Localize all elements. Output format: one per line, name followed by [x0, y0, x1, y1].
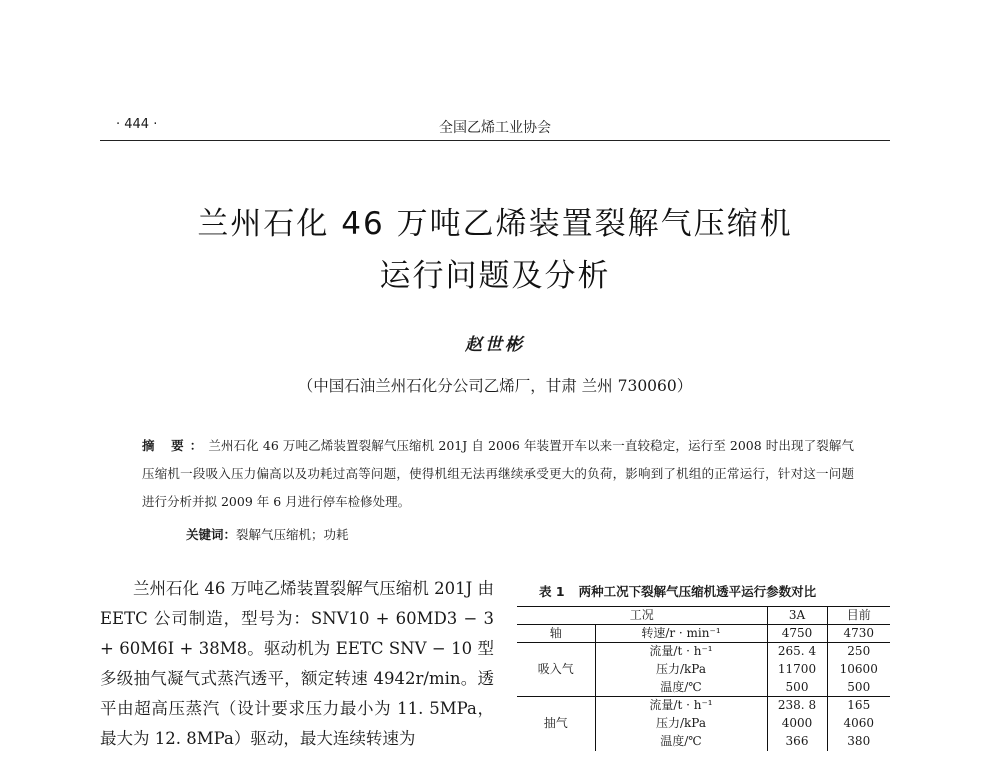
- row-value-3a: 238. 8: [767, 697, 827, 715]
- row-param: 转速/r · min⁻¹: [595, 625, 767, 643]
- keywords-label: 关键词：: [186, 527, 237, 542]
- row-value-current: 500: [847, 679, 871, 694]
- parameter-table: [517, 606, 890, 751]
- author-affiliation: （中国石油兰州石化分公司乙烯厂，甘肃 兰州 730060）: [297, 377, 693, 395]
- row-group-label: 轴: [517, 625, 595, 643]
- row-group-label: 抽气: [517, 697, 595, 751]
- col-header-current: 目前: [846, 608, 871, 622]
- col-header-condition: 工况: [517, 607, 767, 625]
- row-param: 流量/t · h⁻¹: [595, 697, 767, 715]
- table-caption: [517, 582, 890, 600]
- table-header-row: [517, 607, 890, 625]
- row-value-current: 4060: [843, 716, 875, 730]
- table-row: [517, 643, 890, 661]
- body-column-left: [100, 574, 494, 754]
- row-value-3a: 4750: [767, 625, 827, 643]
- row-value-current: 380: [847, 734, 871, 748]
- col-header-3a: 3A: [767, 607, 827, 625]
- row-group-label: 吸入气: [517, 643, 595, 697]
- table-number: 表 1: [539, 584, 565, 599]
- row-value-current: 4730: [843, 626, 875, 640]
- article-title-line-1: 兰州石化 46 万吨乙烯装置裂解气压缩机: [197, 206, 793, 242]
- row-value-3a: 4000: [767, 715, 827, 733]
- abstract: [142, 432, 854, 516]
- body-paragraph: 兰州石化 46 万吨乙烯装置裂解气压缩机 201J 由 EETC 公司制造，型号为：SNV10 + 60MD3 − 3 + 60M6I + 38M8。驱动机为 EETC SNV − 10 型多级抽气凝气式蒸汽透平，额定转速 4942r/min。透平由超高压蒸汽（设计要求压力最小为 11. 5MPa，最大为 12. 8MPa）驱动，最大连续转速为: [100, 579, 494, 748]
- row-value-3a: 11700: [767, 661, 827, 679]
- running-header: [100, 111, 890, 141]
- row-param: 温度/℃: [595, 679, 767, 697]
- row-value-current: 165: [847, 698, 871, 713]
- page-number: · 444 ·: [116, 117, 158, 132]
- row-value-current: 250: [847, 644, 871, 659]
- row-param: 温度/℃: [595, 733, 767, 751]
- row-value-3a: 500: [767, 679, 827, 697]
- row-param: 压力/kPa: [595, 661, 767, 679]
- table-row: [517, 625, 890, 643]
- keywords: [186, 525, 349, 543]
- table-title: 两种工况下裂解气压缩机透平运行参数对比: [578, 584, 817, 599]
- article-title-line-2: 运行问题及分析: [379, 258, 611, 294]
- row-param: 压力/kPa: [595, 715, 767, 733]
- journal-name: 全国乙烯工业协会: [439, 120, 551, 136]
- row-value-3a: 265. 4: [767, 643, 827, 661]
- abstract-text: 兰州石化 46 万吨乙烯装置裂解气压缩机 201J 自 2006 年装置开车以来一直较稳定，运行至 2008 时出现了裂解气压缩机一段吸入压力偏高以及功耗过高等问题，使得机组无法再继续承受更大的负荷，影响到了机组的正常运行，针对这一问题进行分析并拟 2009 年 6 月进行停车检修处理。: [142, 438, 855, 509]
- table-row: [517, 697, 890, 715]
- abstract-label: 摘 要：: [142, 438, 209, 453]
- keywords-text: 裂解气压缩机；功耗: [236, 527, 349, 542]
- author-name: 赵世彬: [465, 335, 525, 355]
- row-value-current: 10600: [839, 662, 878, 676]
- row-param: 流量/t · h⁻¹: [595, 643, 767, 661]
- row-value-3a: 366: [767, 733, 827, 751]
